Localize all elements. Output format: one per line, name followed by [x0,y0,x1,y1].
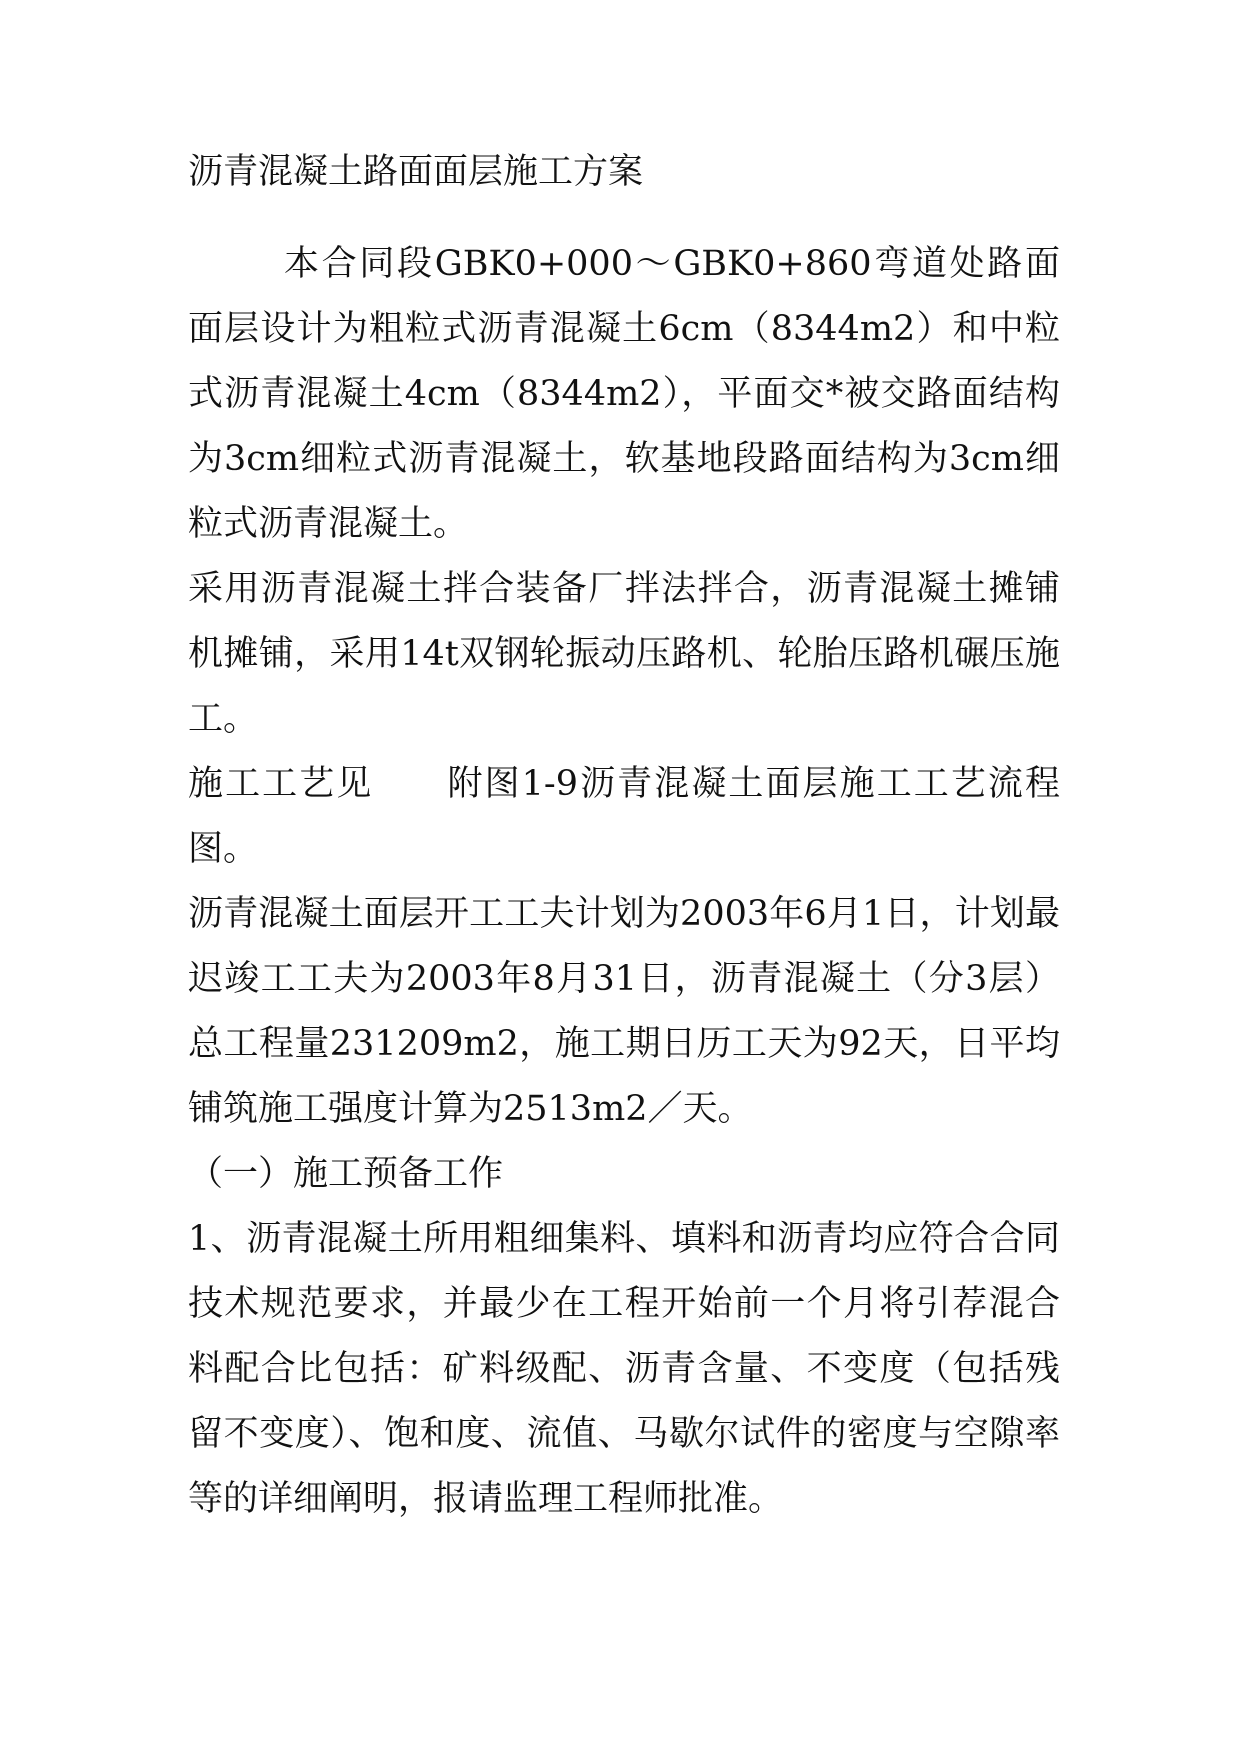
document-title: 沥青混凝土路面面层施工方案 [188,152,644,192]
paragraph-process-reference: 施工工艺见 附图1-9沥青混凝土面层施工工艺流程图。 [188,764,1060,869]
document-page [188,148,1060,1532]
paragraph-schedule: 沥青混凝土面层开工工夫计划为2003年6月1日，计划最迟竣工工夫为2003年8月31日，沥青混凝土（分3层）总工程量231209m2，施工期日历工天为92天，日平均铺筑施工强度计算为2513m2／天。 [188,894,1060,1129]
paragraph-method: 采用沥青混凝土拌合装备厂拌法拌合，沥青混凝土摊铺机摊铺，采用14t双钢轮振动压路机、轮胎压路机碾压施工。 [188,569,1060,739]
paragraph-scope: 本合同段GBK0+000～GBK0+860弯道处路面面层设计为粗粒式沥青混凝土6cm（8344m2）和中粒式沥青混凝土4cm（8344m2），平面交*被交路面结构为3cm细粒式沥青混凝土，软基地段路面结构为3cm细粒式沥青混凝土。 [188,244,1060,544]
paragraph-materials: 1、沥青混凝土所用粗细集料、填料和沥青均应符合合同技术规范要求，并最少在工程开始前一个月将引荐混合料配合比包括：矿料级配、沥青含量、不变度（包括残留不变度）、饱和度、流值、马歇尔试件的密度与空隙率等的详细阐明，报请监理工程师批准。 [188,1219,1060,1519]
section-heading-preparation: （一）施工预备工作 [188,1154,504,1194]
